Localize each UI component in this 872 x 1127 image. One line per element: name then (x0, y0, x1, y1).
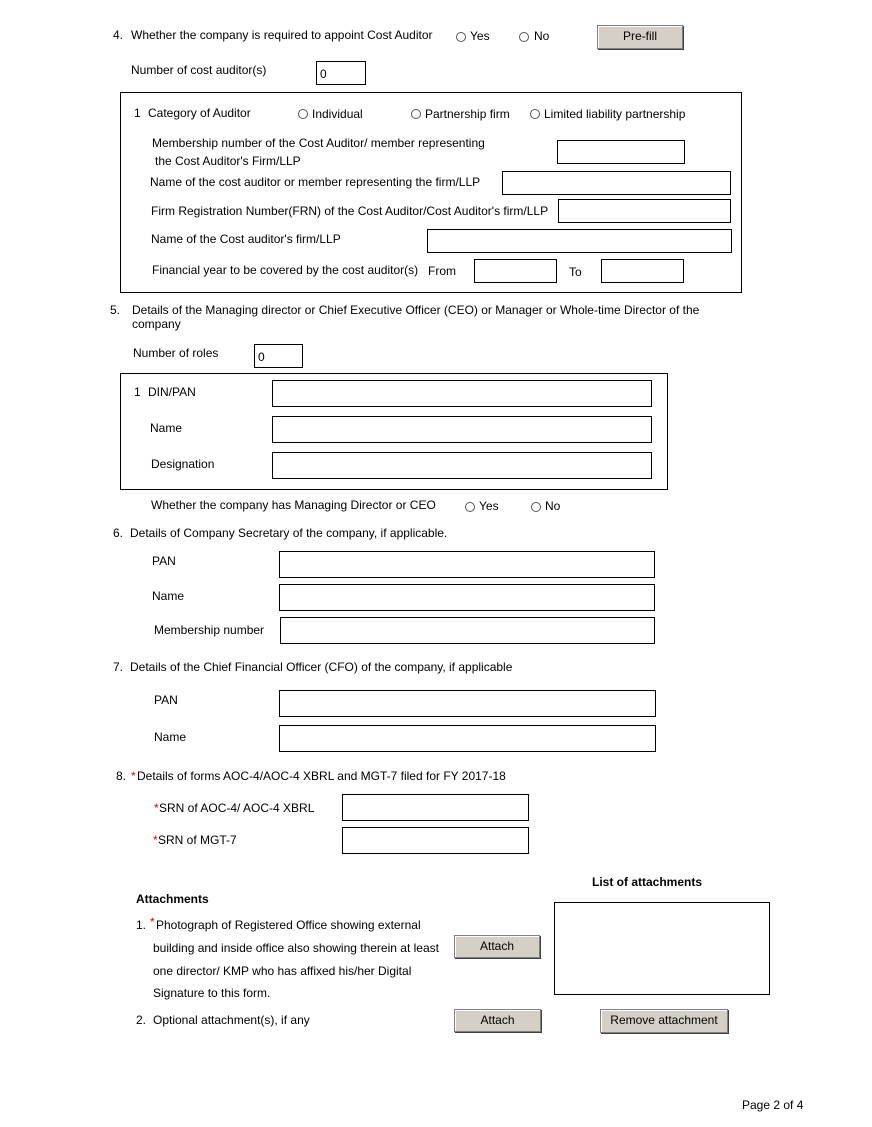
q7-number: 7. (113, 660, 124, 674)
cost-auditor-entry-index: 1 (134, 106, 141, 120)
attach-photo-button[interactable]: Attach (454, 935, 540, 958)
md-name-field[interactable] (272, 416, 652, 443)
srn-mgt-required-mark: * (153, 833, 158, 847)
cs-membership-label: Membership number (154, 623, 265, 637)
page-number: Page 2 of 4 (742, 1098, 804, 1112)
q5-title-line1: Details of the Managing director or Chief Executive Officer (CEO) or Manager or Whole-time Director of the (132, 303, 700, 317)
srn-aoc-field[interactable] (342, 794, 529, 821)
q4-no-radio[interactable] (519, 32, 529, 42)
q4-number: 4. (113, 28, 124, 42)
q8-number: 8. (116, 769, 127, 783)
din-pan-field[interactable] (272, 380, 652, 407)
cs-name-label: Name (152, 589, 185, 603)
attachment1-line4: Signature to this form. (153, 986, 271, 1000)
q8-required-mark: * (131, 769, 136, 783)
category-partnership-label: Partnership firm (425, 107, 510, 121)
firm-name-label: Name of the Cost auditor's firm/LLP (151, 232, 341, 246)
membership-label-line2: the Cost Auditor's Firm/LLP (155, 154, 301, 168)
srn-aoc-label: SRN of AOC-4/ AOC-4 XBRL (159, 801, 315, 815)
md-name-label: Name (150, 421, 183, 435)
designation-field[interactable] (272, 452, 652, 479)
fy-to-label: To (569, 265, 582, 279)
frn-label: Firm Registration Number(FRN) of the Cost Auditor/Cost Auditor's firm/LLP (151, 204, 549, 218)
fy-from-label: From (428, 264, 456, 278)
attachment1-number: 1. (136, 918, 147, 932)
cfo-name-field[interactable] (279, 725, 656, 752)
roles-count-field[interactable]: 0 (254, 344, 303, 368)
cs-name-field[interactable] (279, 584, 655, 611)
cfo-name-label: Name (154, 730, 187, 744)
q4-no-label: No (534, 29, 550, 43)
q5-number: 5. (110, 303, 121, 317)
md-yes-radio[interactable] (465, 502, 475, 512)
cost-auditor-count-field[interactable]: 0 (316, 61, 366, 85)
q4-yes-label: Yes (470, 29, 490, 43)
attachment1-line1: Photograph of Registered Office showing external (156, 918, 421, 932)
cs-membership-field[interactable] (280, 617, 655, 644)
fy-label: Financial year to be covered by the cost auditor(s) (152, 263, 419, 277)
md-question: Whether the company has Managing Director or CEO (151, 498, 436, 512)
q6-title: Details of Company Secretary of the company, if applicable. (130, 526, 448, 540)
srn-mgt-label: SRN of MGT-7 (158, 833, 237, 847)
attachment2-number: 2. (136, 1013, 147, 1027)
firm-name-field[interactable] (427, 229, 732, 253)
q6-number: 6. (113, 526, 124, 540)
attachments-heading: Attachments (136, 892, 209, 906)
md-entry-index: 1 (134, 385, 141, 399)
attachment-list-box[interactable] (554, 902, 770, 995)
fy-to-field[interactable] (601, 259, 684, 283)
attachment2-label: Optional attachment(s), if any (153, 1013, 310, 1027)
category-individual-label: Individual (312, 107, 363, 121)
category-llp-label: Limited liability partnership (544, 107, 686, 121)
category-individual-radio[interactable] (298, 109, 308, 119)
roles-count-label: Number of roles (133, 346, 219, 360)
q4-question: Whether the company is required to appoint Cost Auditor (131, 28, 433, 42)
md-yes-label: Yes (479, 499, 499, 513)
membership-label-line1: Membership number of the Cost Auditor/ member representing (152, 136, 485, 150)
frn-field[interactable] (558, 199, 731, 223)
attachment1-line3: one director/ KMP who has affixed his/her Digital (153, 964, 412, 978)
category-llp-radio[interactable] (530, 109, 540, 119)
attachment1-required-mark: * (150, 915, 155, 929)
din-pan-label: DIN/PAN (148, 385, 196, 399)
q4-yes-radio[interactable] (456, 32, 466, 42)
srn-aoc-required-mark: * (154, 801, 159, 815)
cost-auditor-name-field[interactable] (502, 171, 731, 195)
category-label: Category of Auditor (148, 106, 251, 120)
q5-title-line2: company (132, 317, 181, 331)
md-no-label: No (545, 499, 561, 513)
q7-title: Details of the Chief Financial Officer (CFO) of the company, if applicable (130, 660, 513, 674)
fy-from-field[interactable] (474, 259, 557, 283)
designation-label: Designation (151, 457, 215, 471)
cfo-pan-label: PAN (154, 693, 178, 707)
srn-mgt-field[interactable] (342, 827, 529, 854)
cost-auditor-name-label: Name of the cost auditor or member representing the firm/LLP (150, 175, 481, 189)
attachment-list-heading: List of attachments (592, 875, 703, 889)
category-partnership-radio[interactable] (411, 109, 421, 119)
attach-optional-button[interactable]: Attach (454, 1009, 541, 1032)
remove-attachment-button[interactable]: Remove attachment (600, 1009, 728, 1033)
membership-number-field[interactable] (557, 140, 685, 164)
prefill-button[interactable]: Pre-fill (597, 25, 683, 49)
md-no-radio[interactable] (531, 502, 541, 512)
cost-auditor-count-label: Number of cost auditor(s) (131, 63, 267, 77)
cfo-pan-field[interactable] (279, 690, 656, 717)
attachment1-line2: building and inside office also showing therein at least (153, 941, 439, 955)
cs-pan-field[interactable] (279, 551, 655, 578)
cs-pan-label: PAN (152, 554, 176, 568)
q8-title: Details of forms AOC-4/AOC-4 XBRL and MGT-7 filed for FY 2017-18 (137, 769, 506, 783)
